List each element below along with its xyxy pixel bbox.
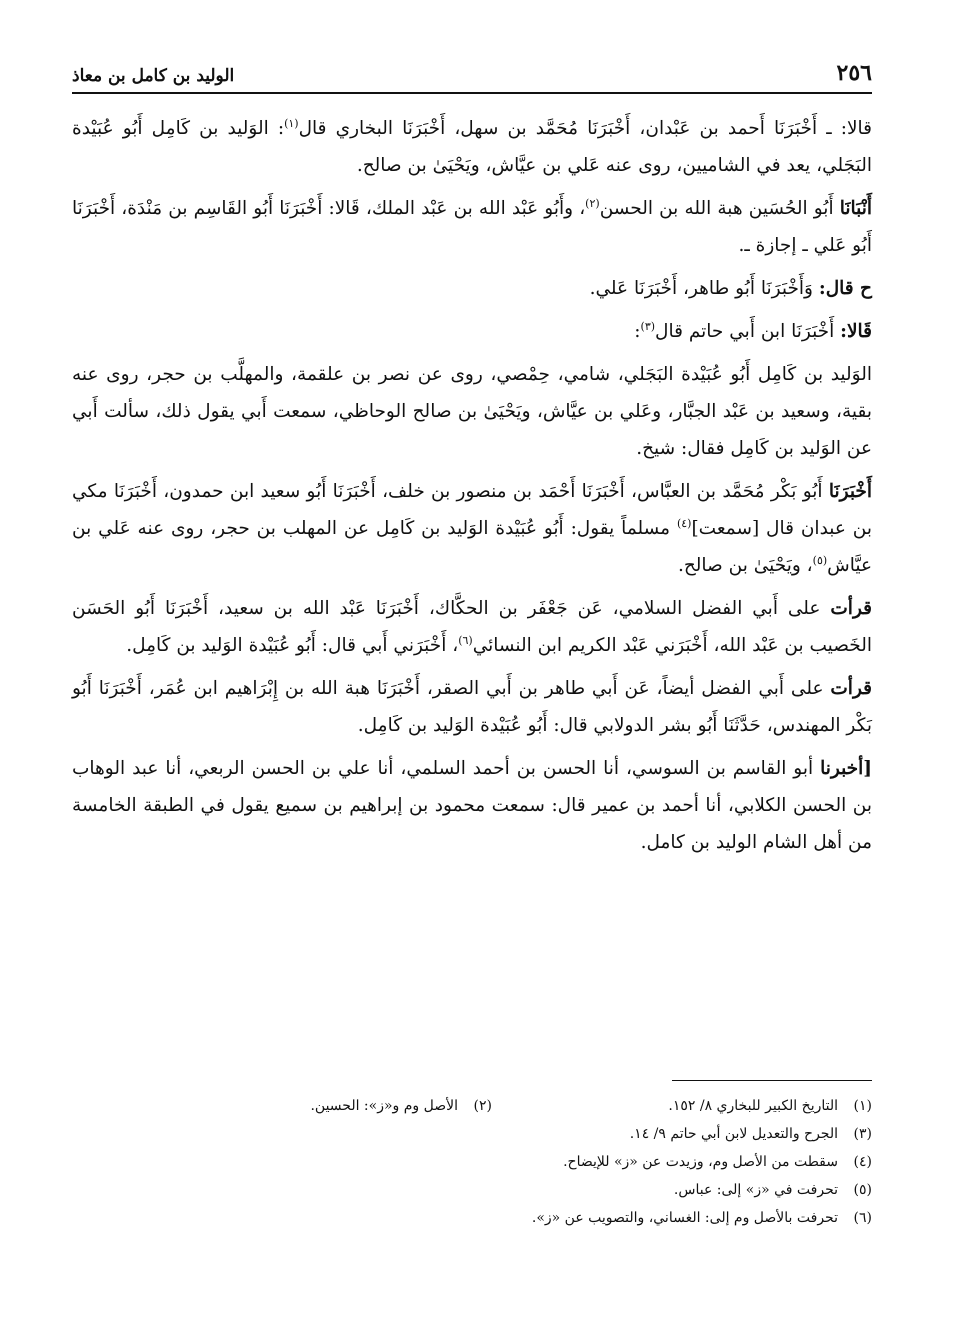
paragraph-4-text-b: :: [634, 321, 641, 342]
footnote-row-1: [72, 1092, 872, 1120]
paragraph-4: [72, 313, 872, 350]
paragraph-7-text-b: ، أَخْبَرَني أَبي قال: أَبُو عُبَيْدة الوَليد بن كَامِل.: [126, 635, 459, 656]
paragraph-8-text-a: على أَبي الفضل أيضاً، عَن أَبي طاهر بن أَبي الصقر، أَخْبَرَنَا هبة الله بن إِبْرَاهيم ابن عُمَر، أَخْبَرَنَا أَبُو بَكْر المهندس، حَدَّثَنَا أَبُو بشر الدولابي قال: أَبُو عُبَيْدة الوَليد بن كَامِل.: [72, 678, 872, 736]
paragraph-6-text-c: ، ويَحْيَىٰ بن صالح.: [677, 555, 813, 576]
paragraph-4-text-a: أَخْبَرَنَا ابن أَبي حاتم قال: [655, 321, 841, 342]
footnote-5-number: (٥): [853, 1182, 872, 1198]
page-body: [72, 110, 872, 867]
paragraph-3-text-a: وَأَخْبَرَنَا أَبُو طاهر، أَخْبَرَنَا عَلي.: [589, 278, 819, 299]
paragraph-2-text-a: أَبُو الحُسَين هبة الله بن الحسن: [599, 198, 840, 219]
paragraph-2-text-b: ، وأَبُو عَبْد الله بن عَبْد الملك، قَالا: أَخْبَرَنَا أَبُو القَاسِم بن مَنْدَة، أَخْبَرَنَا أَبُو عَلي ـ إجازة ـ.: [72, 198, 872, 256]
paragraph-8: [72, 670, 872, 744]
footnote-ref-6: (٦): [458, 633, 473, 647]
paragraph-1: [72, 110, 872, 184]
paragraph-6-lead: أَخْبَرَنَا: [828, 481, 872, 502]
paragraph-9-lead: [أخبرنا: [820, 758, 872, 779]
footnote-2-text: الأصل وم و«ز»: الحسين.: [310, 1098, 458, 1114]
paragraph-6-text-a: أَبُو بَكْر مُحَمَّد بن العبَّاس، أَخْبَرَنَا أَحْمَد بن منصور بن خلف، أَخْبَرَنَا أَبُو سعيد ابن حمدون، أَخْبَرَنَا مكي بن عبدان قال [سمعت]: [72, 481, 873, 539]
paragraph-1-text-b: : الوَليد بن كَامِل أَبُو عُبَيْدة البَجَلي، يعد في الشاميين، روى عنه عَلي بن عيَّاش، ويَحْيَىٰ بن صالح.: [72, 118, 872, 176]
page-number: ٢٥٦: [836, 60, 872, 86]
paragraph-9-text-a: أبو القاسم بن السوسي، أنا الحسن بن أحمد السلمي، أنا علي بن الحسن الربعي، أنا عبد الوهاب بن الحسن الكلابي، أنا أحمد بن عمير قال: سمعت محمود بن إبراهيم بن سميع يقول في الطبقة الخامسة من أهل الشام الوليد بن كامل.: [72, 758, 872, 853]
paragraph-7-lead: قرأت: [830, 598, 872, 619]
footnote-ref-3: (٣): [640, 319, 656, 333]
footnote-ref-2: (٢): [585, 196, 600, 210]
paragraph-7-text-a: على أَبي الفضل السلامي، عَن جَعْفَر بن الحكَّاك، أَخْبَرَنَا عَبْد الله بن سعيد، أَخْبَرَنَا أَبُو الحَسَن الخَصيب بن عَبْد الله، أَخْبَرَني عَبْد الكريم ابن النسائي: [72, 598, 872, 656]
footnote-3-number: (٣): [853, 1126, 872, 1142]
footnote-6: [72, 1204, 872, 1232]
paragraph-2: [72, 190, 872, 264]
paragraph-3: [72, 270, 872, 307]
paragraph-5-text-a: الوَليد بن كَامِل أَبُو عُبَيْدة البَجَلي، شامي، حِمْصي، روى عن نصر بن علقمة، والمهلَّب بن حجر، روى عنه بقية، وسعيد بن عَبْد الجبَّار، وعَلي بن عيَّاش، ويَحْيَىٰ بن صالح الوحاظي، سمعت أَبي يقول ذلك، سألت أَبي عن الوَليد بن كَامِل فقال: شيخ.: [72, 364, 872, 459]
running-title: الوليد بن كامل بن معاذ: [72, 66, 235, 86]
footnote-2: [310, 1092, 492, 1120]
footnote-6-text: تحرفت بالأصل وم إلى: الغساني، والتصويب عن «ز».: [531, 1210, 838, 1226]
footnote-1: [492, 1092, 872, 1120]
paragraph-9: [72, 750, 872, 861]
footnote-4: [72, 1148, 872, 1176]
paragraph-5: [72, 356, 872, 467]
footnote-4-number: (٤): [853, 1154, 872, 1170]
footnote-5: [72, 1176, 872, 1204]
footnote-separator: [672, 1080, 872, 1081]
footnote-3-text: الجرح والتعديل لابن أبي حاتم ٩/ ١٤.: [629, 1126, 838, 1142]
footnotes: [72, 1092, 872, 1232]
footnote-4-text: سقطت من الأصل وم، وزيدت عن «ز» للإيضاح.: [563, 1154, 838, 1170]
paragraph-7: [72, 590, 872, 664]
footnote-ref-5: (٥): [812, 553, 828, 567]
page-header: [72, 50, 872, 94]
paragraph-4-lead: قَالا:: [840, 321, 872, 342]
footnote-ref-1: (١): [284, 116, 299, 130]
footnote-2-number: (٢): [473, 1098, 492, 1114]
paragraph-2-lead: أَنْبَانَا: [839, 198, 872, 219]
paragraph-6-text-b: مسلماً يقول: أَبُو عُبَيْدة الوَليد بن كَامِل عن المهلب بن حجر، روى عنه عَلي بن عيَّاش: [72, 518, 872, 576]
footnote-ref-4: (٤): [676, 516, 692, 530]
footnote-3: [72, 1120, 872, 1148]
paragraph-8-lead: قرأت: [830, 678, 872, 699]
footnote-1-number: (١): [853, 1098, 872, 1114]
footnote-1-text: التاريخ الكبير للبخاري ٨/ ١٥٢.: [668, 1098, 838, 1114]
paragraph-6: [72, 473, 872, 584]
paragraph-3-lead: ح قال:: [818, 278, 872, 299]
paragraph-1-text-a: قالا: ـ أَخْبَرَنَا أَحمد بن عَبْدان، أَخْبَرَنَا مُحَمَّد بن سهل، أَخْبَرَنَا البخاري قال: [298, 118, 872, 139]
footnote-5-text: تحرفت في «ز» إلى: عباس.: [673, 1182, 838, 1198]
footnote-6-number: (٦): [853, 1210, 872, 1226]
